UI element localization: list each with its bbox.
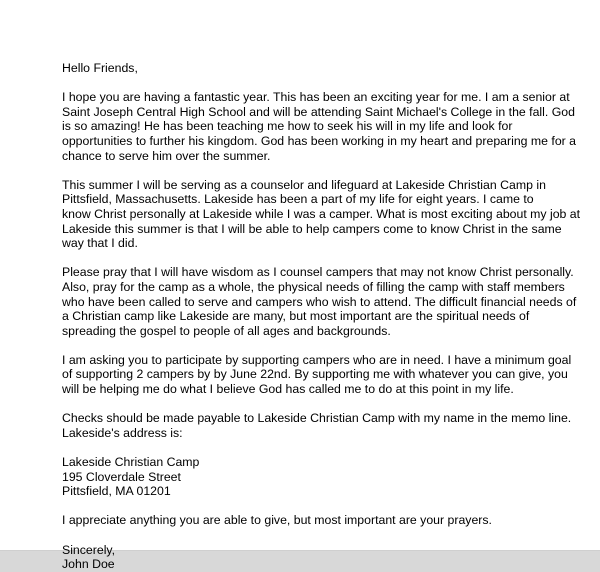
text-line: Saint Joseph Central High School and will be attending Saint Michael's College in the fall. God [62,104,575,119]
address-line: Pittsfield, MA 01201 [62,484,171,499]
text-line: Lakeside's address is: [62,425,183,440]
text-line: way that I did. [62,236,138,251]
paragraph-spacer [62,338,562,353]
text-line: Please pray that I will have wisdom as I counsel campers that may not know Christ personally. [62,265,574,280]
paragraph-support [62,352,572,397]
paragraph-spacer [62,76,562,91]
text-line: know Christ personally at Lakeside while I was a camper. What is most exciting about my job at [62,206,581,221]
text-line: This summer I will be serving as a counselor and lifeguard at Lakeside Christian Camp in [62,177,546,192]
mailing-address [62,455,562,499]
text-line: opportunities to further his kingdom. God has been working in my heart and preparing me for a [62,133,577,148]
sign-off: Sincerely, [62,542,116,557]
paragraph-spacer [62,528,562,543]
text-line: I am asking you to participate by supporting campers who are in need. I have a minimum goal [62,352,572,367]
text-line: Pittsfield, Massachusetts. Lakeside has been a part of my life for eight years. I came to [62,192,534,207]
text-line: Also, pray for the camp as a whole, the physical needs of filling the camp with staff members [62,279,565,294]
signature-name: John Doe [62,557,115,572]
text-line: Checks should be made payable to Lakeside Christian Camp with my name in the memo line. [62,411,572,426]
paragraph-spacer [62,499,562,514]
greeting: Hello Friends, [62,61,138,75]
text-line: of supporting 2 campers by by June 22nd. By supporting me with whatever you can give, you [62,367,568,382]
text-line: will be helping me do what I believe God has called me to do at this point in my life. [62,382,514,397]
paragraph-prayer [62,265,577,338]
address-line: 195 Cloverdale Street [62,469,181,484]
paragraph-intro [62,90,577,163]
text-line: is so amazing! He has been teaching me how to seek his will in my life and look for [62,119,513,134]
paragraph-spacer [62,397,562,412]
paragraph-checks [62,411,572,440]
text-line: chance to serve him over the summer. [62,148,271,163]
paragraph-spacer [62,251,562,266]
address-line: Lakeside Christian Camp [62,455,200,470]
text-line: I hope you are having a fantastic year. This has been an exciting year for me. I am a senior at [62,90,570,105]
signature-block [62,543,562,572]
paragraph-spacer [62,440,562,455]
closing-paragraph: I appreciate anything you are able to give, but most important are your prayers. [62,513,492,528]
text-line: spreading the gospel to people of all ages and backgrounds. [62,323,391,338]
text-line: who have been called to serve and campers who wish to attend. The difficult financial needs of [62,294,577,309]
letter-body [62,61,581,572]
paragraph-spacer [62,163,562,178]
paragraph-summer [62,177,581,251]
text-line: Lakeside this summer is that I will be able to help campers come to know Christ in the same [62,221,562,236]
text-line: a Christian camp like Lakeside are many, but most important are the spiritual needs of [62,309,530,324]
